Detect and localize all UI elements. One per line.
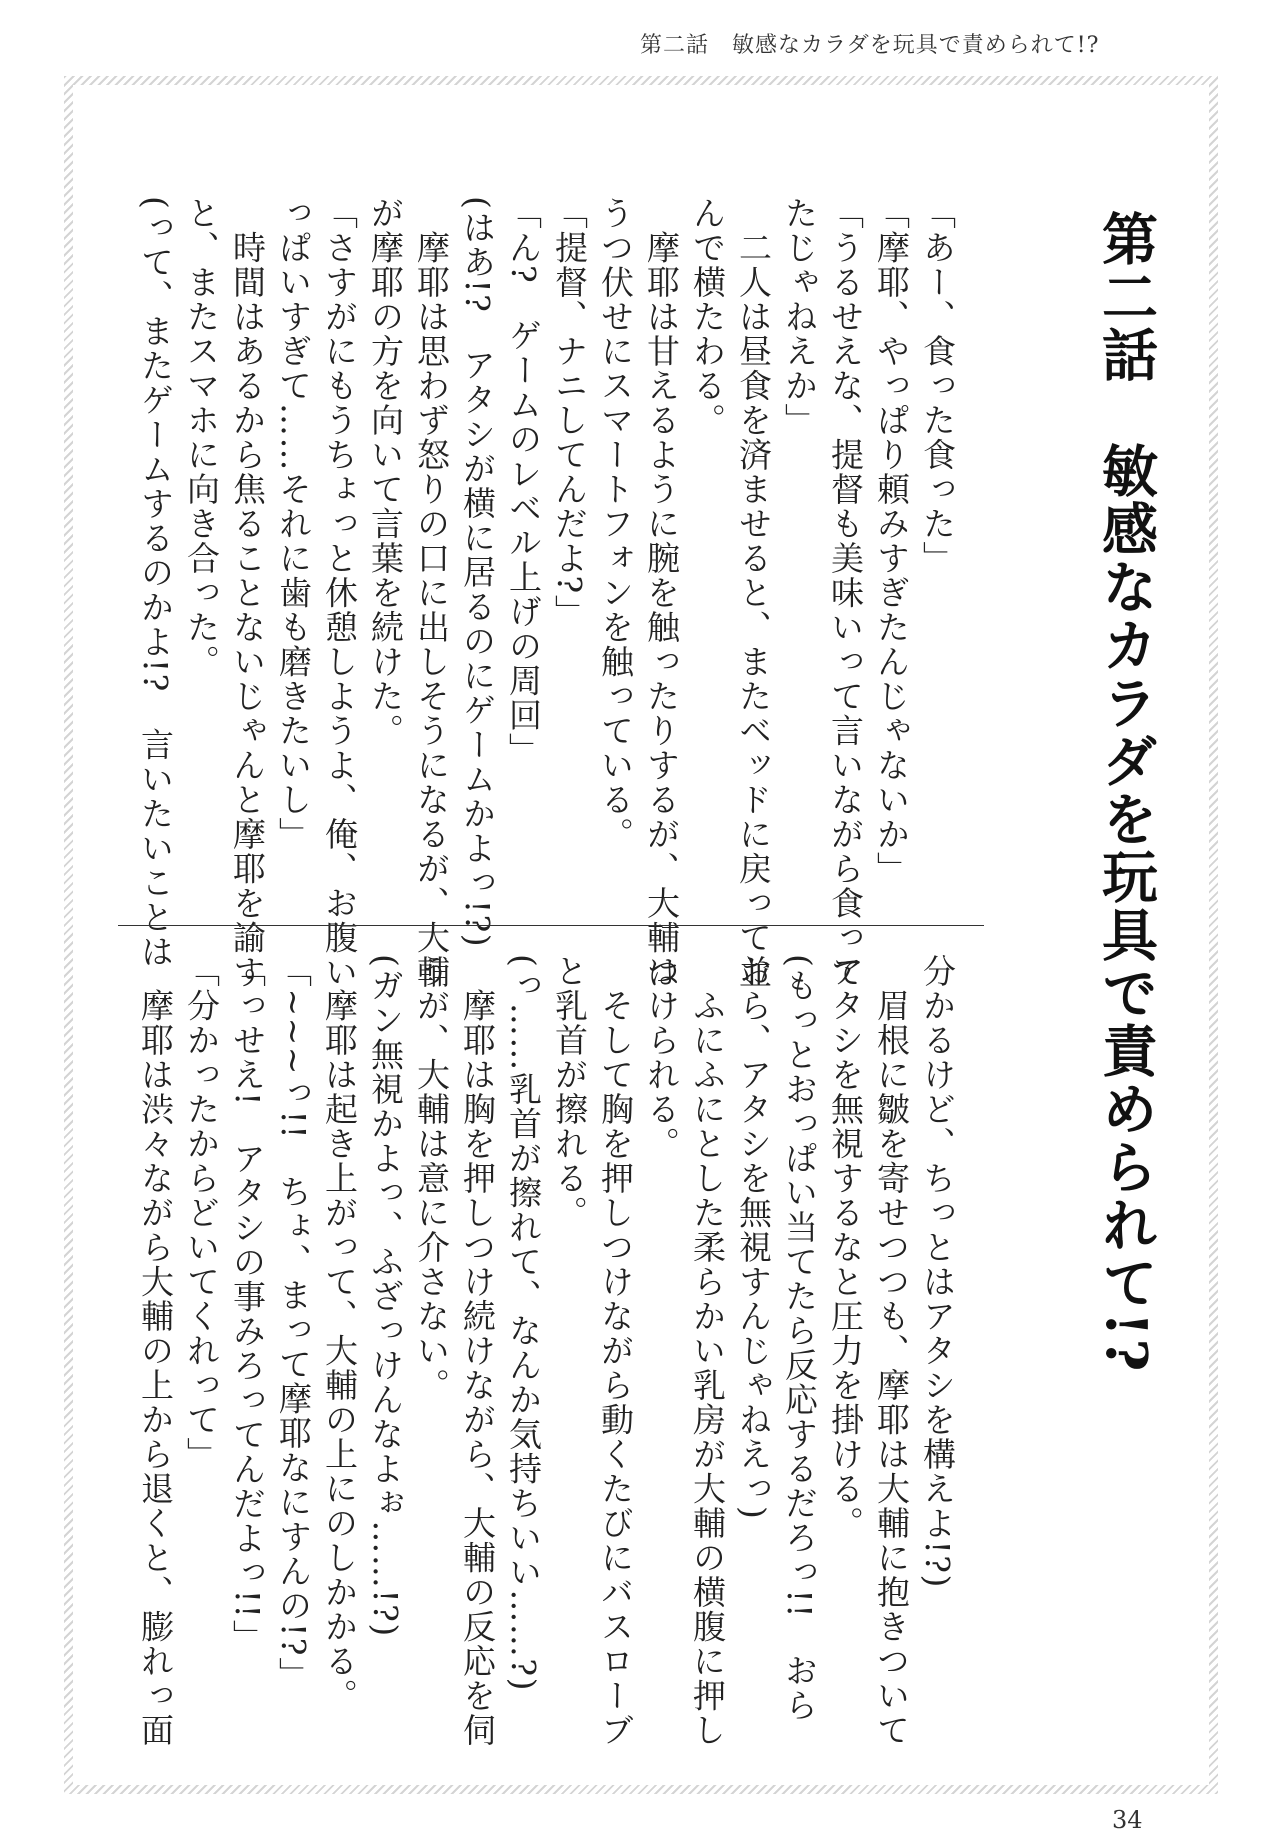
text-column: 「~~~っ!! ちょ、まって摩耶なにすんの!?」 (274, 954, 313, 1692)
page-number: 34 (1112, 1806, 1143, 1834)
text-column: 摩耶は胸を押しつけ続けながら、大輔の反応を伺 (458, 954, 497, 1748)
text-column: 「あー、食った食った」 (918, 196, 957, 576)
text-column: つけられる。 (642, 954, 681, 1161)
text-column: 眉根に皺を寄せつつも、摩耶は大輔に抱きついて (872, 954, 911, 1748)
text-column: (もっとおっぱい当てたら反応するだろっ!! おら (780, 954, 819, 1723)
text-column: 「ん? ゲームのレベル上げの周回」 (504, 196, 543, 768)
running-header: 第二話 敏感なカラダを玩具で責められて!? (640, 33, 1100, 58)
text-column: (って、またゲームするのかよ!? 言いたいことは (136, 196, 175, 969)
upper-text-block (130, 196, 960, 990)
text-column: 摩耶は渋々ながら大輔の上から退くと、膨れっ面 (136, 954, 175, 1748)
text-column: ふにふにとした柔らかい乳房が大輔の横腹に押し (688, 954, 727, 1748)
text-column: んで横たわる。 (688, 196, 727, 438)
text-column: 「うるせえな、提督も美味いって言いながら食って (826, 196, 865, 990)
text-column: 二人は昼食を済ませると、またベッドに戻って並 (734, 196, 773, 990)
text-column: 摩耶は起き上がって、大輔の上にのしかかる。 (320, 954, 359, 1713)
text-column: (っ……乳首が擦れて、なんか気持ちいい……?) (504, 954, 543, 1692)
text-column: 摩耶は甘えるように腕を触ったりするが、大輔は (642, 196, 681, 990)
text-column: 「っせえ! アタシの事みろってんだよっ!!」 (228, 954, 267, 1654)
text-column: 分かるけど、ちっとはアタシを構えよ!?) (918, 954, 957, 1589)
text-column: おら、アタシを無視すんじゃねえっ) (734, 954, 773, 1521)
text-column: 時間はあるから焦ることないじゃんと摩耶を諭す (228, 196, 267, 990)
text-column: そして胸を押しつけながら動くたびにバスローブ (596, 954, 635, 1748)
text-column: うつ伏せにスマートフォンを触っている。 (596, 196, 635, 852)
text-column: 「分かったからどいてくれって」 (182, 954, 221, 1472)
chapter-title: 第二話 敏感なカラダを玩具で責められて!? (1093, 210, 1159, 1374)
text-column: (はあ!? アタシが横に居るのにゲームかよっ!?) (458, 196, 497, 949)
text-column: たじゃねえか」 (780, 196, 819, 438)
text-column: と、またスマホに向き合った。 (182, 196, 221, 679)
text-column: (ガン無視かよっ、ふざっけんなよぉ……!?) (366, 954, 405, 1638)
text-column: 「摩耶、やっぱり頼みすぎたんじゃないか」 (872, 196, 911, 886)
lower-text-block (130, 954, 960, 1748)
text-column: 「さすがにもうちょっと休憩しようよ、俺、お腹い (320, 196, 359, 990)
text-column: うが、大輔は意に介さない。 (412, 954, 451, 1403)
section-divider (118, 925, 984, 926)
text-column: アタシを無視するなと圧力を掛ける。 (826, 954, 865, 1541)
text-column: っぱいすぎて……それに歯も磨きたいし」 (274, 196, 313, 852)
text-column: が摩耶の方を向いて言葉を続けた。 (366, 196, 405, 748)
text-column: 「提督、ナニしてんだよ?」 (550, 196, 589, 630)
text-column: 摩耶は思わず怒りの口に出しそうになるが、大輔 (412, 196, 451, 990)
text-column: と乳首が擦れる。 (550, 954, 589, 1230)
